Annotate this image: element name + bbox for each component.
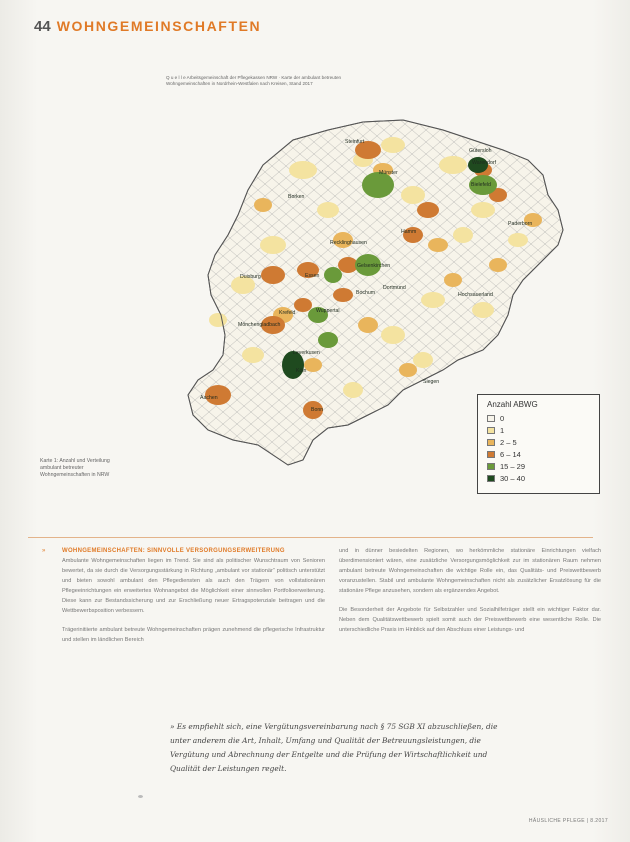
city-label: Wuppertal [316, 308, 340, 314]
page-number: 44 [34, 18, 51, 35]
body-paragraph: Ambulante Wohngemeinschaften liegen im Trend. Sie sind als politischer Wunschtraum von Senioren bewertet, da sie durch die Versorgungsstärkung in Richtung „ambulant vor stationär“ politisch unterstützt und bieten sowohl ambulant den Pflegediensten als auch den Trägern von vollstationären Pflegeeinrichtungen ein erweitertes Wohnangebot die Möglichkeit einer sinnvollen Portfolioerweiterung. Diese kann zur Bestandssicherung und zur Erschließung neuer Ertragspotenziale beitragen und die Wettbewerbsposition verbessern. [62, 558, 325, 614]
body-column-left [62, 546, 325, 654]
body-paragraph: Die Besonderheit der Angebote für Selbstzahler und Sozialhilfeträger stellt ein wichtiger Faktor dar. Neben dem Qualitätswettbewerb spielt somit auch der Preiswettbewerb eine wesentliche Rolle. Die unterschiedliche Praxis im Hinblick auf den Abschluss einer Leistungs- und [339, 607, 601, 633]
city-label: Köln [296, 368, 307, 374]
city-label: Gelsenkirchen [357, 263, 391, 269]
city-label: Siegen [423, 379, 440, 385]
city-label: Recklinghausen [330, 240, 367, 246]
city-label: Aachen [200, 395, 218, 401]
section-marker: » [42, 548, 46, 554]
map-side-caption: Karte 1: Anzahl und Verteilung ambulant betreuter Wohngemeinschaften in NRW [40, 458, 110, 479]
city-label: Münster [379, 170, 398, 176]
legend-swatch [487, 439, 495, 446]
legend-item [487, 474, 525, 483]
city-label: Krefeld [279, 310, 296, 316]
legend-swatch [487, 475, 495, 482]
city-label: Essen [305, 273, 320, 279]
city-label: Leverkusen [293, 350, 320, 356]
divider [28, 537, 593, 538]
legend-swatch [487, 463, 495, 470]
map-legend [477, 394, 600, 494]
legend-item [487, 414, 504, 423]
legend-swatch [487, 415, 495, 422]
legend-title: Anzahl ABWG [487, 400, 538, 409]
legend-item [487, 438, 517, 447]
legend-label: 2 – 5 [500, 438, 517, 447]
legend-item [487, 426, 504, 435]
city-label: Bonn [311, 407, 324, 413]
body-paragraph: und in dünner besiedelten Regionen, wo herkömmliche stationäre Einrichtungen vielfach überdimensioniert wären, eine zusätzliche Versorgungsmöglichkeit zur im stationären Raum nehmen ambulant betreute Wohngemeinschaften die wichtige Rolle ein, das Qualitäts- und Preiswettbewerb voranzustellen. Stabil und ambulante Wohngemeinschaften nicht als zusätzlicher Ersatzlösung für die stationäre Pflege anzusehen, sondern als ergänzendes Angebot. [339, 548, 601, 594]
city-label: Mönchengladbach [238, 322, 281, 328]
legend-item [487, 450, 521, 459]
city-label: Paderborn [508, 221, 533, 227]
legend-label: 6 – 14 [500, 450, 521, 459]
body-column-right [339, 546, 601, 644]
pull-quote: » Es empfiehlt sich, eine Vergütungsvereinbarung nach § 75 SGB XI abzuschließen, die unter anderem die Art, Inhalt, Umfang und Qualität der Betreuungsleistungen, die Vergütung und Abrechnung der Entgelte und die Prüfung der Wirtschaftlichkeit und Qualität der Leistungen regelt. [170, 722, 498, 773]
page-header [34, 18, 261, 35]
legend-swatch [487, 427, 495, 434]
city-label: Borken [288, 194, 305, 200]
legend-label: 15 – 29 [500, 462, 526, 471]
city-label: Steinfurt [345, 139, 365, 145]
legend-label: 1 [500, 426, 505, 435]
body-subhead: WOHNGEMEINSCHAFTEN: SINNVOLLE VERSORGUNGSERWEITERUNG [62, 548, 285, 554]
city-label: Hamm [401, 229, 417, 235]
legend-label: 30 – 40 [500, 474, 526, 483]
city-label: Gütersloh [469, 148, 492, 154]
legend-item [487, 462, 525, 471]
legend-label: 0 [500, 414, 505, 423]
legend-swatch [487, 451, 495, 458]
city-label: Bochum [356, 290, 376, 296]
city-label: Duisburg [240, 274, 261, 280]
city-label: Bielefeld [471, 182, 491, 188]
map-caption: Q u e l l e Arbeitsgemeinschaft der Pflegekassen NRW · Karte der ambulant betreuten Wohngemeinschaften in Nordrhein-Westfalen nach Kreisen, Stand 2017 [166, 75, 342, 87]
page-smudge [138, 795, 143, 798]
page-footer: HÄUSLICHE PFLEGE | 8.2017 [528, 818, 608, 824]
body-paragraph: Trägerinitiierte ambulant betreute Wohngemeinschaften prägen zunehmend die pflegerische Infrastruktur und stellen im ländlichen Bereich [62, 627, 325, 643]
city-label: Warendorf [472, 160, 497, 166]
city-label: Dortmund [383, 285, 406, 291]
section-title: WOHNGEMEINSCHAFTEN [56, 18, 262, 34]
city-label: Hochsauerland [458, 292, 493, 298]
